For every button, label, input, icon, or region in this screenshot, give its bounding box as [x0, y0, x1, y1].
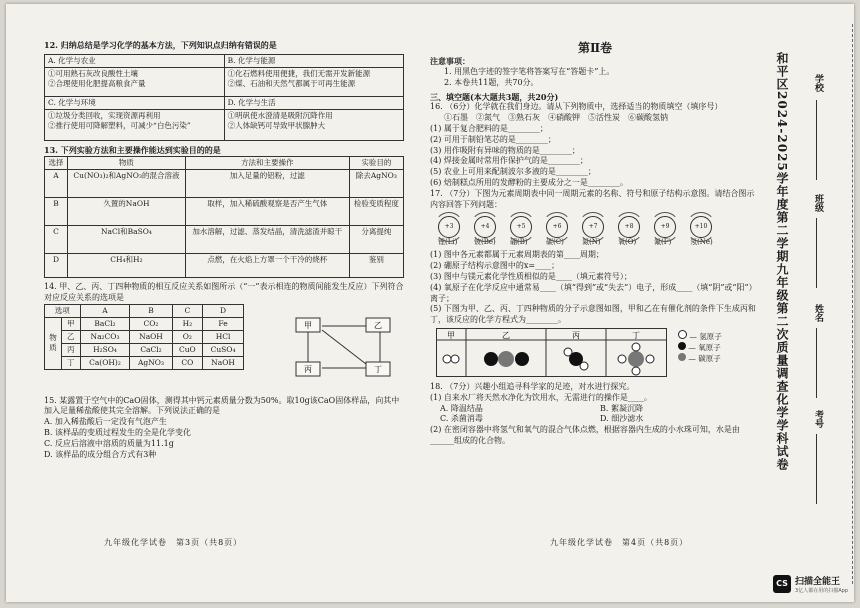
- atom-label: 锂(Li): [438, 238, 458, 247]
- atom-c: [546, 216, 573, 247]
- scanner-text: [795, 574, 848, 594]
- q15-option-a: A. 加入稀盐酸后一定没有气泡产生: [44, 417, 167, 427]
- q16-choices: ①石墨 ②氮气 ③熟石灰 ④硝酸钾 ⑤活性炭 ⑥碳酸氢钠: [444, 113, 668, 123]
- school-field: [816, 100, 817, 180]
- q14-cell: Na₂CO₃: [80, 330, 130, 343]
- q14-block: [44, 304, 404, 394]
- q15-title: 15. 某露置于空气中的CaO固体，测得其中钙元素质量分数为50%。取10g该CaO固体样品，向其中加入足量稀盐酸使其完全溶解。下列说法正确的是: [44, 395, 400, 416]
- q18-option-c: C. 杀菌消毒: [440, 414, 483, 424]
- model-header: 丁: [632, 330, 640, 340]
- q13-header-substance: 物质: [67, 156, 185, 169]
- q14-cell: O₂: [172, 330, 202, 343]
- q12-d-title: D. 化学与生活: [224, 96, 403, 109]
- q14-cell: CaCl₂: [130, 343, 172, 356]
- q12-c-content: ①垃圾分类回收，实现资源再利用 ②推行使用可降解塑料，可减少“白色污染”: [45, 110, 225, 141]
- q13-row-a-method: 加入足量的铝粉，过滤: [185, 169, 349, 197]
- q14-cell: Ca(OH)₂: [80, 357, 130, 370]
- atom-b: [510, 216, 537, 247]
- q13-row-b-substance: 久置的NaOH: [67, 197, 185, 225]
- atom-be: [474, 216, 501, 247]
- atom-nucleus: +3: [438, 216, 460, 238]
- molecule-table: [436, 328, 686, 378]
- q17-title: 17. （7分）下图为元素周期表中同一周期元素的名称、符号和原子结构示意图。请结合图示内容回答下列问题：: [430, 188, 755, 209]
- model-header: 乙: [502, 330, 510, 340]
- class-field: [816, 218, 817, 288]
- note-1: 1. 用黑色字迹的签字笔将答案写在“答题卡”上。: [444, 66, 615, 76]
- exam-sheet: [6, 4, 854, 602]
- scanner-watermark: [773, 574, 848, 594]
- q14-cell: CuO: [172, 343, 202, 356]
- q16-item: (3) 用作吸附有异味的物质的是________；: [430, 145, 580, 155]
- atom-f: [654, 216, 681, 247]
- q14-header-c: C: [172, 304, 202, 317]
- atom-nucleus: +10: [690, 216, 712, 238]
- q13-header-goal: 实验目的: [349, 156, 403, 169]
- atom-label: 氟(F): [654, 238, 672, 247]
- q16-item: (6) 焙制糕点所用的发酵粉的主要成分之一是________。: [430, 177, 628, 187]
- q13-row-b-choice: B: [45, 197, 68, 225]
- atom-label: 氧(O): [618, 238, 637, 247]
- legend-o: — 氧原子: [678, 342, 722, 353]
- q12-b-title: B. 化学与能源: [224, 54, 403, 67]
- q14-relation-diagram: [294, 312, 394, 382]
- q14-cell: Fe: [203, 317, 244, 330]
- o-atom: [484, 352, 498, 366]
- q14-cell: AgNO₃: [130, 357, 172, 370]
- q14-row-label: 乙: [62, 330, 81, 343]
- h-atom-icon: [678, 330, 687, 339]
- q18-option-b: B. 絮凝沉降: [600, 403, 643, 413]
- q13-header-method: 方法和主要操作: [185, 156, 349, 169]
- h-atom: [443, 355, 451, 363]
- q14-row-label: 丙: [62, 343, 81, 356]
- c-atom-icon: [678, 353, 686, 361]
- q14-cell: NaOH: [203, 357, 244, 370]
- atom-n: [582, 216, 609, 247]
- h-atom: [646, 355, 654, 363]
- atom-nucleus: +6: [546, 216, 568, 238]
- q14-row-label: 甲: [62, 317, 81, 330]
- q18-options: [430, 404, 760, 426]
- q14-header-b: B: [130, 304, 172, 317]
- q14-title: 14. 甲、乙、丙、丁四种物质的相互反应关系如图所示（“一”表示相连的物质间能发生反应）下列符合对应反应关系的选项是: [44, 281, 404, 302]
- scanner-logo: CS: [773, 575, 791, 593]
- h-atom: [451, 355, 459, 363]
- q13-row-a-choice: A: [45, 169, 68, 197]
- name-label: 姓名: [813, 304, 823, 322]
- q12-d-content: ①明矾使水澄清是吸附沉降作用 ②人体缺钙可导致甲状腺肿大: [224, 110, 403, 141]
- q13-table: [44, 156, 404, 278]
- q18-item-1: (1) 自来水厂将天然水净化为饮用水，无需进行的操作是____。: [430, 392, 652, 402]
- q14-table: [44, 304, 244, 371]
- q16-item: (5) 农业上可用来配制波尔多液的是________；: [430, 167, 596, 177]
- q14-row-label: 丁: [62, 357, 81, 370]
- notes-title: 注意事项：: [430, 56, 470, 67]
- legend-h-label: 氢原子: [699, 331, 722, 341]
- atom-diagrams: [438, 212, 760, 250]
- scanner-sub: 3亿人都在用的扫描App: [795, 588, 848, 594]
- c-atom: [628, 351, 644, 367]
- q13-row-d-substance: CH₄和H₂: [67, 253, 185, 277]
- page-4: [430, 4, 760, 602]
- molecule-models: [430, 328, 760, 380]
- legend-o-label: 氧原子: [698, 343, 721, 353]
- atom-nucleus: +5: [510, 216, 532, 238]
- q14-label: 甲: [304, 320, 312, 330]
- q14-cell: CuSO₄: [203, 343, 244, 356]
- q18-option-d: D. 细沙滤水: [600, 414, 644, 424]
- q14-cell: CO: [172, 357, 202, 370]
- q13-row-c-method: 加水溶解，过滤、蒸发结晶，清洗滤渣并晾干: [185, 225, 349, 253]
- part-3-title: 三、填空题(本大题共3题，共20分): [430, 91, 559, 102]
- q17-item: (5) 下图为甲、乙、丙、丁四种物质的分子示意图如图，甲和乙在有催化剂的条件下生成丙和丁，该反应的化学方程式为________。: [430, 304, 756, 325]
- q18-title: 18. （7分）兴趣小组追寻科学家的足迹，对水进行探究。: [430, 381, 635, 391]
- q14-cell: HCl: [203, 330, 244, 343]
- q17-item: (2) 硼原子结构示意图中的x=____；: [430, 261, 560, 271]
- q13-row-d-method: 点燃，在火焰上方罩一个干冷的烧杯: [185, 253, 349, 277]
- atom-nucleus: +4: [474, 216, 496, 238]
- h-atom: [632, 367, 640, 375]
- model-header: 丙: [572, 330, 580, 340]
- scanner-name: 扫描全能王: [795, 577, 841, 587]
- q14-cell: CO₂: [130, 317, 172, 330]
- q18-item-2: (2) 在密闭容器中将氢气和氧气的混合气体点燃，根据容器内生成的小水珠可知，水是由______组成的化合物。: [430, 425, 740, 445]
- right-footer: 九年级化学试卷 第4页（共8页）: [550, 538, 689, 547]
- q13-row-b-method: 取样，加入稀硫酸观察是否产生气体: [185, 197, 349, 225]
- number-field: [816, 434, 817, 504]
- atom-label: 氖(Ne): [690, 238, 713, 247]
- c-atom: [498, 351, 514, 367]
- h-atom: [564, 348, 572, 356]
- legend-c: — 碳原子: [678, 353, 722, 364]
- q12-c-title: C. 化学与环境: [45, 96, 225, 109]
- atom-nucleus: +8: [618, 216, 640, 238]
- h-atom: [618, 355, 626, 363]
- q14-cell: NaOH: [130, 330, 172, 343]
- q13-row-c-choice: C: [45, 225, 68, 253]
- school-label: 学校: [813, 74, 823, 92]
- atom-label: 铍(Be): [474, 238, 496, 247]
- q12-a-content: ①可用熟石灰改良酸性土壤 ②合理使用化肥提高粮食产量: [45, 67, 225, 96]
- atom-ne: [690, 216, 717, 247]
- q14-label: 乙: [374, 320, 382, 330]
- number-label: 考号: [813, 410, 823, 428]
- o-atom: [515, 352, 529, 366]
- binding-line: [852, 24, 853, 584]
- q13-row-a-substance: Cu(NO₃)₂和AgNO₃的混合溶液: [67, 169, 185, 197]
- atom-label: 氮(N): [582, 238, 601, 247]
- q14-cell: H₂SO₄: [80, 343, 130, 356]
- q17-item: (4) 氧原子在化学反应中通常易____（填“得到”或“失去”）电子，形成____（填“阴”或“阳”）离子；: [430, 282, 757, 303]
- q16-title: 16. （6分）化学就在我们身边。请从下列物质中，选择适当的物质填空（填序号）: [430, 102, 723, 112]
- atom-label: 碳(C): [546, 238, 564, 247]
- q13-row-a-goal: 除去AgNO₃: [349, 169, 403, 197]
- o-atom-icon: [678, 342, 686, 350]
- q15-option-d: D. 该样品的成分组合方式有3种: [44, 449, 157, 459]
- q18-option-a: A. 降温结晶: [440, 403, 483, 413]
- q13-row-b-goal: 检验变质程度: [349, 197, 403, 225]
- q12-table: [44, 54, 404, 141]
- atom-li: [438, 216, 465, 247]
- q17-item: (3) 图中与镁元素化学性质相似的是____（填元素符号）；: [430, 271, 632, 281]
- q13-title: 13. 下列实验方法和主要操作能达到实验目的的是: [44, 145, 221, 156]
- q14-side-label: 物质: [45, 317, 62, 370]
- atom-nucleus: +9: [654, 216, 676, 238]
- model-header: 甲: [447, 330, 455, 340]
- q13-row-c-goal: 分离提纯: [349, 225, 403, 253]
- atom-label: 硼(B): [510, 238, 528, 247]
- page-3: [44, 4, 404, 602]
- q14-cell: BaCl₂: [80, 317, 130, 330]
- binding-strip: [766, 4, 854, 602]
- q13-header-choice: 选择: [45, 156, 68, 169]
- q17-item: (1) 图中各元素都属于元素周期表的第____周期；: [430, 250, 604, 260]
- class-label: 班级: [813, 194, 823, 212]
- q14-header-a: A: [80, 304, 130, 317]
- section-title: 第Ⅱ卷: [577, 41, 613, 55]
- q14-label: 丁: [374, 364, 382, 374]
- q13-row-d-goal: 鉴别: [349, 253, 403, 277]
- q13-row-c-substance: NaCl和BaSO₄: [67, 225, 185, 253]
- q14-label: 丙: [304, 364, 312, 374]
- legend-c-label: 碳原子: [698, 354, 721, 364]
- note-2: 2. 本卷共11题，共70分。: [444, 77, 539, 87]
- q15-option-b: B. 该样品的变质过程发生的全是化学变化: [44, 427, 191, 437]
- q14-cell: H₂: [172, 317, 202, 330]
- legend-h: — 氢原子: [678, 330, 722, 342]
- q14-header-d: D: [203, 304, 244, 317]
- q12-b-content: ①化石燃料使用便捷，我们无需开发新能源 ②煤、石油和天然气都属于可再生能源: [224, 67, 403, 96]
- atom-legend: [678, 330, 722, 364]
- q15-option-c: C. 反应后溶液中溶质的质量为11.1g: [44, 438, 174, 448]
- q12-title: 12. 归纳总结是学习化学的基本方法，下列知识点归纳有错误的是: [44, 40, 277, 50]
- q14-header-option: 选项: [45, 304, 81, 317]
- q16-item: (2) 可用于制铅笔芯的是________；: [430, 134, 556, 144]
- left-footer: 九年级化学试卷 第3页（共8页）: [104, 538, 243, 547]
- name-field: [816, 328, 817, 398]
- atom-nucleus: +7: [582, 216, 604, 238]
- q16-item: (1) 属于复合肥料的是________；: [430, 123, 548, 133]
- h-atom: [632, 343, 640, 351]
- exam-title: 和平区2024-2025学年度第二学期九年级第二次质量调查化学学科试卷: [775, 52, 789, 471]
- h-atom: [580, 362, 588, 370]
- atom-o: [618, 216, 645, 247]
- q16-item: (4) 焊接金属时常用作保护气的是________；: [430, 156, 588, 166]
- q12-a-title: A. 化学与农业: [45, 54, 225, 67]
- q13-row-d-choice: D: [45, 253, 68, 277]
